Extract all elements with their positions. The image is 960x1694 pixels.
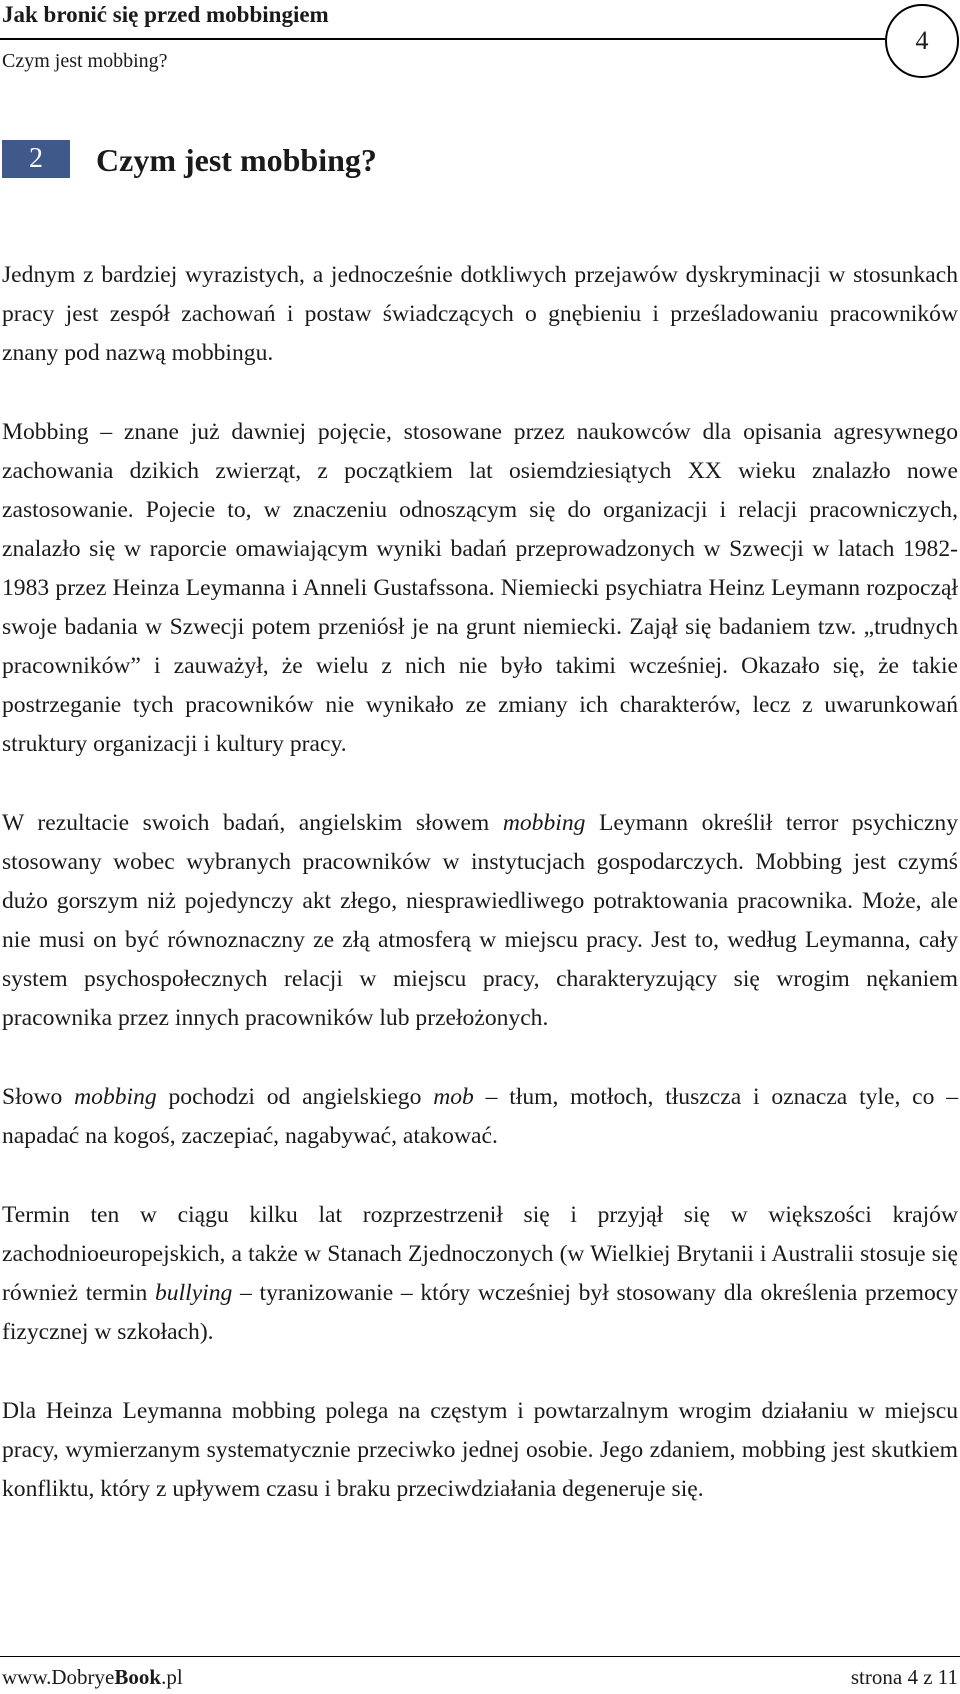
italic-term: mobbing	[74, 1084, 157, 1110]
page-number: 4	[915, 26, 929, 55]
footer-page-info: strona 4 z 11	[850, 1665, 958, 1689]
paragraph-text: W rezultacie swoich badań, angielskim słowem	[2, 810, 503, 836]
paragraph	[2, 1078, 958, 1156]
paragraph-text: Leymann określił terror psychiczny stosowany wobec wybranych pracowników w instytucjach gospodarczych. Mobbing jest czymś dużo gorszym niż pojedynczy akt złego, niesprawiedliwego potraktowania pracownika. Może, ale nie musi on być równoznaczny ze złą atmosferą w miejscu pracy. Jest to, według Leymanna, cały system psychospołecznych relacji w miejscu pracy, charakteryzujący się wrogim nękaniem pracownika przez innych pracowników lub przełożonych.	[2, 810, 959, 1031]
footer-url-prefix: www.Dobrye	[2, 1665, 115, 1689]
body-text	[2, 256, 958, 1549]
paragraph	[2, 1392, 958, 1509]
footer-url-suffix: .pl	[161, 1665, 183, 1689]
header-subtitle: Czym jest mobbing?	[2, 50, 168, 72]
italic-term: bullying	[155, 1280, 233, 1306]
chapter-number: 2	[29, 143, 43, 174]
footer-url-bold: Book	[114, 1665, 162, 1689]
paragraph-text: Jednym z bardziej wyrazistych, a jednocześnie dotkliwych przejawów dyskryminacji w stosunkach pracy jest zespół zachowań i postaw świadczących o gnębieniu i prześladowaniu pracowników znany pod nazwą mobbingu.	[2, 262, 958, 366]
italic-term: mobbing	[502, 810, 586, 836]
paragraph	[2, 256, 958, 373]
paragraph-text: Termin ten w ciągu kilku lat rozprzestrzenił się i przyjął się w większości krajów zachodnioeuropejskich, a także w Stanach Zjednoczonych (w Wielkiej Brytanii i Australii stosuje się również termin	[2, 1202, 958, 1306]
paragraph-text: – tyranizowanie – który wcześniej był stosowany dla określenia przemocy fizycznej w szkołach).	[2, 1280, 959, 1345]
paragraph-text: Mobbing – znane już dawniej pojęcie, stosowane przez naukowców dla opisania agresywnego zachowania dzikich zwierząt, z początkiem lat osiemdziesiątych XX wieku znalazło nowe zastosowanie. Pojecie to, w znaczeniu odnoszącym się do organizacji i relacji pracowniczych, znalazło się w raporcie omawiającym wyniki badań przeprowadzonych w Szwecji w latach 1982-1983 przez Heinza Leymanna i Anneli Gustafssona. Niemiecki psychiatra Heinz Leymann rozpoczął swoje badania w Szwecji potem przeniósł je na grunt niemiecki. Zajął się badaniem tzw. „trudnych pracowników” i zauważył, że wielu z nich nie było takimi wcześniej. Okazało się, że takie postrzeganie tych pracowników nie wynikało ze zmiany ich charakterów, lecz z uwarunkowań struktury organizacji i kultury pracy.	[2, 419, 958, 757]
chapter-title: Czym jest mobbing?	[96, 142, 377, 178]
paragraph-text: Słowo	[2, 1084, 75, 1110]
chapter-number-box	[2, 140, 70, 178]
footer-rule	[0, 1656, 960, 1657]
header-rule	[0, 38, 885, 40]
italic-term: mob	[433, 1084, 474, 1110]
footer-website-link[interactable]	[2, 1664, 183, 1690]
paragraph-text: Dla Heinza Leymanna mobbing polega na częstym i powtarzalnym wrogim działaniu w miejscu pracy, wymierzanym systematycznie przeciwko jednej osobie. Jego zdaniem, mobbing jest skutkiem konfliktu, który z upływem czasu i braku przeciwdziałania degeneruje się.	[2, 1398, 958, 1502]
header-title: Jak bronić się przed mobbingiem	[2, 2, 329, 27]
paragraph-text: – tłum, motłoch, tłuszcza i oznacza tyle, co – napadać na kogoś, zaczepiać, nagabywać, atakować.	[2, 1084, 959, 1149]
paragraph-text: pochodzi od angielskiego	[156, 1084, 434, 1110]
page-number-badge	[885, 4, 959, 78]
paragraph	[2, 1196, 958, 1352]
paragraph	[2, 413, 958, 764]
paragraph	[2, 804, 958, 1038]
